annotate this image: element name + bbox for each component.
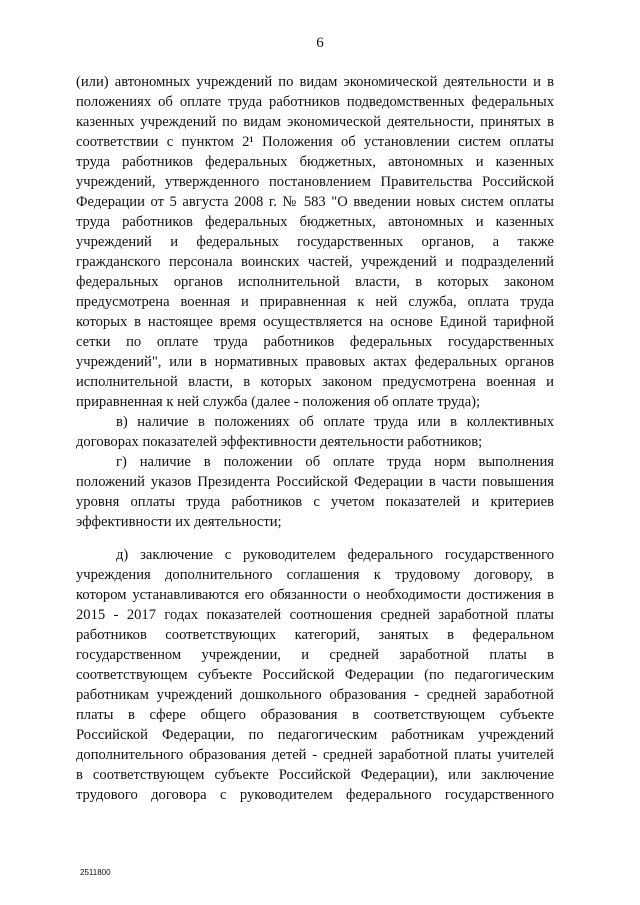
text-line: 2015 - 2017 годах показателей соотношения средней заработной платы (76, 607, 554, 623)
paragraph-gap (76, 532, 554, 545)
text-line: в соответствующем субъекте Российской Федерации), или заключение (76, 767, 554, 783)
text-line: (или) автономных учреждений по видам экономической деятельности и в (76, 74, 554, 90)
text-line: труда работников федеральных бюджетных, автономных и казенных (76, 154, 554, 170)
text-line: трудового договора с руководителем федерального государственного (76, 787, 554, 803)
text-line: учреждений, утвержденного постановлением Правительства Российской (76, 174, 554, 190)
text-line: федеральных органов исполнительной власти, в которых законом (76, 274, 554, 290)
text-line: положений указов Президента Российской Федерации в части повышения (76, 474, 554, 490)
paragraph-g-start: г) наличие в положении об оплате труда норм выполнения (116, 454, 554, 470)
text-line: которых в настоящее время осуществляется на основе Единой тарифной (76, 314, 554, 330)
text-line: приравненная к ней служба (далее - положения об оплате труда); (76, 394, 481, 410)
text-line: Федерации от 5 августа 2008 г. № 583 "О введении новых систем оплаты (76, 194, 554, 210)
document-code: 2511800 (80, 868, 111, 877)
text-line: платы в сфере общего образования в соответствующем субъекте (76, 707, 554, 723)
text-line: труда работников федеральных бюджетных, автономных и казенных (76, 214, 554, 230)
text-line: сетки по оплате труда работников федеральных государственных (76, 334, 554, 350)
text-line: учреждения дополнительного соглашения к трудовому договору, в (76, 567, 554, 583)
text-line: дополнительного образования детей - средней заработной платы учителей (76, 747, 554, 763)
text-line: котором устанавливаются его обязанности о необходимости достижения в (76, 587, 554, 603)
body-text (76, 72, 554, 805)
text-line: учреждений", или в нормативных правовых актах федеральных органов (76, 354, 554, 370)
text-line: работникам учреждений дошкольного образования - средней заработной (76, 687, 554, 703)
text-line: договорах показателей эффективности деятельности работников; (76, 434, 483, 450)
paragraph-v-start: в) наличие в положениях об оплате труда или в коллективных (116, 414, 554, 430)
paragraph-d-start: д) заключение с руководителем федерального государственного (116, 547, 554, 563)
text-line: исполнительной власти, в которых законом предусмотрена военная и (76, 374, 554, 390)
text-line: эффективности их деятельности; (76, 514, 282, 530)
text-line: учреждений и федеральных государственных органов, а также (76, 234, 554, 250)
page-number: 6 (316, 35, 324, 51)
text-line: предусмотрена военная и приравненная к ней служба, оплата труда (76, 294, 554, 310)
text-line: уровня оплаты труда работников с учетом показателей и критериев (76, 494, 554, 510)
text-line: казенных учреждений по видам экономической деятельности, принятых в (76, 114, 554, 130)
text-line: соответствии с пунктом 2¹ Положения об установлении систем оплаты (76, 134, 554, 150)
text-line: гражданского персонала воинских частей, учреждений и подразделений (76, 254, 554, 270)
text-line: работников соответствующих категорий, занятых в федеральном (76, 627, 554, 643)
text-line: соответствующем субъекте Российской Федерации (по педагогическим (76, 667, 554, 683)
text-line: Российской Федерации, по педагогическим работникам учреждений (76, 727, 554, 743)
text-line: государственном учреждении, и средней заработной платы в (76, 647, 554, 663)
text-line: положениях об оплате труда работников подведомственных федеральных (76, 94, 554, 110)
